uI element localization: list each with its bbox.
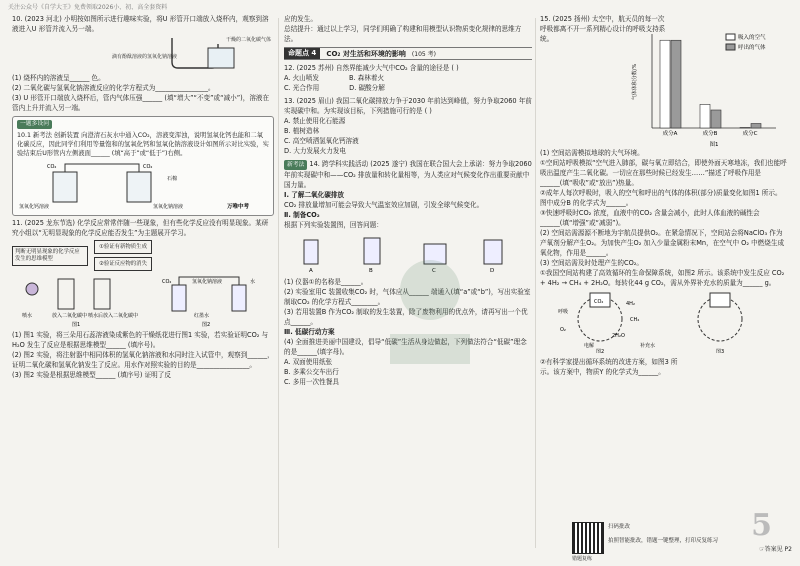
cycle-co2: CO₂ [594,299,604,305]
fig2-naoh: 氢氧化钠溶液 [192,279,223,285]
bar-成分C-吸入的空气 [740,128,750,129]
q10-label-gas: 干燥的二氧化碳气体 [226,37,272,43]
asbestos-label: 石棉 [167,176,178,182]
legend-label-exhaled: 呼出的气体 [738,45,766,51]
section-label: 命题点 4 [284,48,320,59]
column-divider [278,18,279,548]
q15-sub-3b: ②有科学家提出循环系统的改进方案，如图3 所示。该方案中，物质Y 的化学式为______。 [540,358,678,376]
fig2-caption: 图2 [202,322,211,327]
q12-stem: 12. (2025 苏州) 自然界能减少大气中CO₂ 含量的途径是 ( ) [284,64,459,72]
section-title: CO₂ 对生活和环境的影响 [326,49,406,58]
q10-label-solution: 滴有酚酞溶液的氢氧化钠溶液 [112,54,178,60]
model-step-1: ①验证有新物质生成 [94,240,152,254]
apparatus-d: D [490,268,495,274]
chart-caption: 图1 [709,142,719,148]
q13-option-b: B. 植树造林 [284,127,320,135]
q14-part-ii: Ⅱ. 制备CO₂ [284,211,320,219]
column-2 [284,14,532,554]
q14-sub-4: (4) 全面推进美丽中国建设，倡导“低碳”生活从身边做起，下列做法符合“低碳”理念的是______(填字母)。 [284,338,527,356]
model-step-2: ②验证反应物的消失 [94,257,152,271]
q10-sub-1: (1) 烧杯内的溶液呈______ 色。 [12,74,105,82]
cycle-electrolysis: 电解 [584,343,595,349]
q10-stem: 10. (2023 河北) 小明按如图所示进行趣味实验，将U 形管开口端放入烧杯内，观察到溶液进入U 形管并流入另一端。 [12,15,269,33]
q11-sub-2: (2) 图2 实验，将注射器中相同体积的氢氧化钠溶液和水同时注入试管中，观察到______，证明二氧化碳和氢氧化钠发生了反应。用水作对照实验的目的是________________。 [12,351,274,369]
fig1-label-co2: 放入二氧化碳中 [52,313,88,319]
question-15-parts [540,148,788,288]
question-10 [12,14,274,113]
q12-option-b: B. 森林着火 [348,74,385,82]
question-14 [284,159,532,387]
q12-option-d: D. 碳酸分解 [349,84,385,92]
cycle-ch4: CH₄ [630,317,640,323]
apparatus-b: B [369,268,373,274]
q11-stem: 11. (2025 龙东节选) 化学反应常常伴随一些现象，但有些化学反应没有明显现象。某研究小组以“无明显现象的化学反应能否发生”为主题展开学习。 [12,219,269,237]
q10-sub-2: (2) 二氧化碳与氢氧化钠溶液反应的化学方程式为________________。 [12,84,215,92]
question-12 [284,63,532,93]
extension-box [12,116,274,216]
q11-continued [284,14,532,44]
cycle-breath: 呼吸 [558,309,569,315]
q14-sub-2: (2) 实验室用C 装置收集CO₂ 时，气体应从______ 端通入(填“a”或“b”)，写出实验室制取CO₂ 的化学方程式________。 [284,288,531,306]
x-tick-label: 成分C [742,131,758,137]
thinking-model [12,240,274,271]
y-axis-label: 气体体积分数/% [632,63,638,101]
q14-sub-1: (1) 仪器①的名称是______。 [284,278,368,286]
x-tick-label: 成分A [662,131,678,137]
q15-sub-3: (3) 空间站需及时处理产生的CO₂。 [540,259,643,267]
q15-sub-1c: ③快速呼吸时CO₂ 浓度，血液中的CO₂ 含量会减小，此时人体血液的碱性会______(填“增强”或“减弱”)。 [540,209,760,227]
q11-figures [12,273,274,327]
q10-sub-3: (3) U 形管开口端放入烧杯后，管内气体压强______ (填“增大”“不变”或“减小”)，溶液在管内上升并流入另一端。 [12,94,270,112]
q15-sub-1: (1) 空间站需模拟地球的大气环境。 [540,149,644,157]
footer-text: 拍照智能批改，错题一键整理，打印反复练习 [608,538,719,544]
q14-part-i-text: CO₂ 排放量增加可能会导致大气温室效应加剧，引发全球气候变化。 [284,201,484,209]
q13-option-d: D. 大力发展火力发电 [284,147,347,155]
co2-label-right: CO₂ [143,164,153,170]
summary-text: 总结提升：通过以上学习，同学们明确了构建和用模型认识物质变化规律的思维方法。 [284,25,522,43]
q15-stem: 15. (2025 扬州) 太空中，航天员的每一次呼吸都离不开一系列精心设计的呼吸支持系统。 [540,15,666,43]
qr-code[interactable] [572,522,604,554]
q11-sub-3: (3) 图2 实验是根据思维模型______ (填序号) 证明了反 [12,371,171,379]
q12-option-a: A. 火山喷发 [284,74,319,82]
brand-mark: 万唯中考 [227,204,250,210]
section-count: (105 考) [411,51,436,58]
q14-tag: 新考法 [284,160,307,170]
q14-stem: 14. 跨学科实践活动 (2025 遂宁) 我国在联合国大会上承诺：努力争取2060 年前实现碳中和——CO₂ 排放量和转化量相等，为人类应对气候变化作出重要贡献中国力量。 [284,160,532,189]
q14-option-b: B. 多乘公交车出行 [284,368,339,376]
section-header [284,47,532,60]
fig1-label-spray: 喷水 [22,313,33,319]
x-tick-label: 成分B [702,131,718,137]
bar-成分C-呼出的气体 [751,124,761,129]
legend-swatch-inhaled [726,34,735,40]
header-note: 关注公众号《自学大王》免费领取2026小、初、高全套资料 [8,4,168,11]
legend-swatch-exhaled [726,44,735,50]
fig1-label-spray-co2: 喷水后放入二氧化碳中 [88,313,139,319]
bar-成分B-呼出的气体 [711,110,721,128]
cycle-fig3: 图3 [716,349,725,353]
cycle-water: 2H₂O [612,333,625,339]
q13-option-a: A. 禁止使用化石能源 [284,117,346,125]
caoh-label: 氢氧化钙溶液 [19,204,50,210]
extension-tag: 一题多设问 [17,120,52,129]
answer-reference: ☞答案见 P2 [759,546,792,553]
workbook-page [12,14,792,562]
footer-qr-label: 错题复练 [572,556,593,562]
q13-stem: 13. (2025 眉山) 我国二氧化碳排放力争于2030 年前达到峰值，努力争取2060 年前实现碳中和。为实现该目标，下列措施可行的是 ( ) [284,97,532,115]
extension-question: 10.1 新考法 创新装置 向澄清石灰水中通入CO₂，溶液变浑浊，说明氢氧化钙也能和二氧化碳反应，因此同学们利用等量饱和的氢氧化钙和氢氧化钠溶液设计如图所示对比实验，实验结束后U形管内左侧液面______ (填“高于”或“低于”)右侧。 [17,132,269,157]
cycle-o2: O₂ [560,327,566,333]
q15-sub-3a: ①我国空间站构建了高效循环的生命保障系统，如图2 所示。该系统中发生反应 CO₂ + 4H₂ → CH₄ + 2H₂O。每转化44 g CO₂，需从外界补充水的质量为______ g。 [540,269,785,287]
q15-sub-1a: ①空间站呼吸模拟“空气进入肺部，碳与氧立即结合，即使外面天寒地冻，我们也能呼吸出温度产生二氧化碳。一切应在那些时候已经发生……”描述了呼吸作用是______(填“吸收”或“放出”)热量。 [540,159,787,187]
beaker [208,48,234,68]
fig2-water: 水 [250,279,256,285]
bars-group [660,40,761,128]
column-3 [540,14,788,554]
q11-sub-1: (1) 图1 实验，将三朵用石蕊溶液染成紫色的干燥纸花进行图1 实验，若实验证明CO₂ 与H₂O 发生了反应是根据思维模型______ (填序号)。 [12,331,269,349]
q14-sub-3: (3) 若用装置B 作为CO₂ 制取的发生装置，除了废物利用的优点外，请再写出一个优点______。 [284,308,528,326]
cycle-diagrams [540,291,788,353]
q14-part-ii-text: 根据下列实验装置图，回答问题： [284,221,383,229]
q15-sub-1b: ②成年人每次呼吸时，吸入的空气和呼出的气体的体积(部分)质量变化如图1 所示。图中成分B 的化学式为______。 [540,189,782,207]
q14-part-i: Ⅰ. 了解二氧化碳排放 [284,191,345,199]
cycle-fig2: 图2 [596,349,605,353]
extension-figure [17,158,267,210]
q14-apparatus [284,230,532,274]
column-divider [535,18,536,548]
continued-text: 应的发生。 [284,15,317,23]
q13-option-c: C. 高空喷洒氢氧化钙溶液 [284,137,359,145]
cycle-add-water: 补充水 [640,343,656,349]
model-box: 判断无明显现象的化学反应发生的思维模型 [12,246,88,266]
bar-成分A-吸入的空气 [660,40,670,128]
apparatus-c: C [432,268,436,274]
column-1 [12,14,274,554]
q12-option-c: C. 光合作用 [284,84,320,92]
bar-chart [630,28,780,150]
bar-成分B-吸入的空气 [700,104,710,128]
question-11 [12,218,274,380]
page-number: 5 [751,508,772,543]
q14-option-a: A. 双面使用纸张 [284,358,333,366]
cycle-h2: 4H₂ [626,301,635,307]
bar-成分A-呼出的气体 [671,40,681,128]
legend-label-inhaled: 吸入的空气 [738,35,766,41]
fig2-co2: CO₂ [162,279,172,285]
fig2-ink: 红墨水 [194,313,210,319]
apparatus-a: A [309,268,313,274]
q15-sub-2: (2) 空间站需源源不断地为宇航员提供O₂。在紧急情况下，空间站会将NaClO₃ 作为产氧剂分解产生O₂。为加快产生O₂ 加入少量金属粉末Mn，在空气中 O₂ 中燃烧生成氧化物，作用是______。 [540,229,785,257]
q10-apparatus-figure [12,34,274,70]
naoh-label: 氢氧化钠溶液 [153,204,184,210]
q14-option-c: C. 多用一次性餐具 [284,378,339,386]
fig1-caption: 图1 [72,322,81,327]
q14-part-iii: Ⅲ. 低碳行动方案 [284,328,335,336]
footer-brand: 扫码批改 [608,524,631,530]
question-13 [284,96,532,156]
x-ticks-group [663,129,758,137]
co2-label-left: CO₂ [47,164,57,170]
